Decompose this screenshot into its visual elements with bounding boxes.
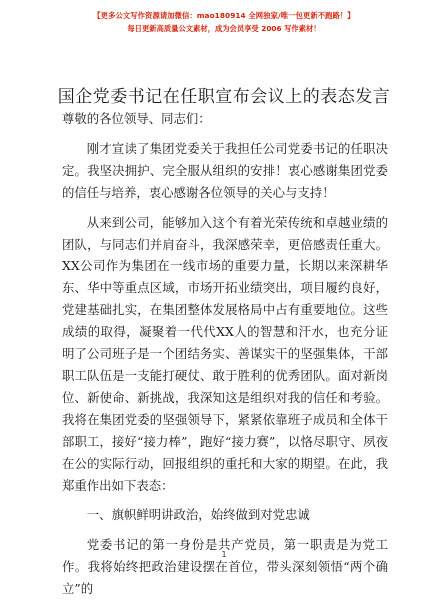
section-heading: 一、旗帜鲜明讲政治，始终做到对党忠诚 — [86, 507, 310, 523]
document-title: 国企党委书记在任职宣布会议上的表态发言 — [57, 87, 391, 107]
document-body — [62, 108, 388, 600]
banner-line-2: 每日更新高质量公文素材，成为会员享受 2006 写作素材！ — [127, 24, 321, 33]
salutation: 尊敬的各位领导、同志们： — [62, 111, 211, 126]
paragraph-1: 刚才宣读了集团党委关于我担任公司党委书记的任职决定。我坚决拥护、完全服从组织的安排！衷心感谢集团党委的信任与培养，衷心感谢各位领导的关心与支持！ — [62, 140, 388, 200]
page-number: 1 — [221, 550, 227, 559]
banner-line-1: 【更多公文写作资源请加微信：mao180914 全网独家/唯一包更新不跑路！】 — [93, 11, 355, 20]
paragraph-2: 从来到公司，能够加入这个有着光荣传统和卓越业绩的团队，与同志们并肩奋斗，我深感荣幸，更倍感责任重大。XX公司作为集团在一线市场的重要力量，长期以来深耕华东、华中等重点区域，市场开拓业绩突出，项目履约良好，党建基础扎实，在集团整体发展格局中占有重要地位。这些成绩的取得，凝聚着一代代XX人的智慧和汗水，也充分证明了公司班子是一个团结务实、善谋实干的坚强集体，干部职工队伍是一支能打硬仗、敢于胜利的优秀团队。面对新岗位、新使命、新挑战，我深知这是组织对我的信任和考验。我将在集团党委的坚强领导下，紧紧依靠班子成员和全体干部职工，接好“接力棒”，跑好“接力赛”，以恪尽职守、夙夜在公的实际行动，回报组织的重托和大家的期望。在此，我郑重作出如下表态： — [62, 214, 388, 493]
promo-banner — [0, 11, 448, 34]
section-paragraph: 党委书记的第一身份是共产党员，第一职责是为党工作。我将始终把政治建设摆在首位，带头深刻领悟“两个确立”的 — [62, 537, 388, 597]
